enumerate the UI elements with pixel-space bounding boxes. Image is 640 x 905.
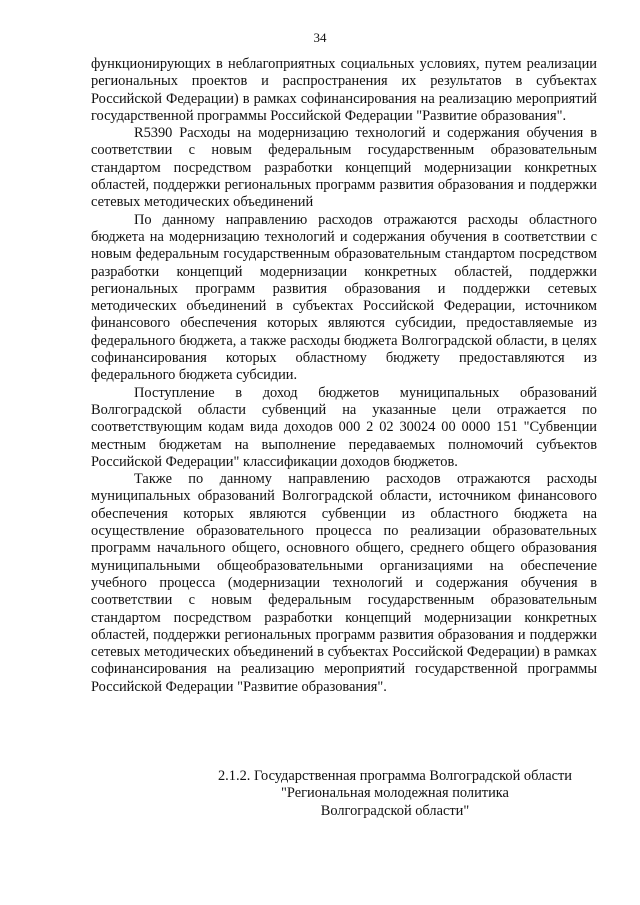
section-heading	[200, 768, 590, 820]
document-body	[91, 56, 597, 696]
paragraph-municipal-expenses: Также по данному направлению расходов отражаются расходы муниципальных образований Волгоградской области, источником финансового обеспечения которых являются субвенции из областного бюджета на осуществление образовательного процесса по реализации образовательных программ начального общего, основного общего, среднего общего образования муниципальными общеобразовательными организациями на обеспечение учебного процесса (модернизации технологий и содержания обучения в соответствии с новым федеральным государственным образовательным стандартом посредством разработки концепций модернизации конкретных областей, поддержки региональных программ развития образования и поддержки сетевых методических объединений в субъектах Российской Федерации) в рамках софинансирования на реализацию мероприятий государственной программы Российской Федерации "Развитие образования".	[91, 471, 597, 695]
paragraph-expenses-description: По данному направлению расходов отражаются расходы областного бюджета на модернизацию технологий и содержания обучения в соответствии с новым федеральным государственным образовательным стандартом посредством разработки концепций модернизации конкретных областей, поддержки региональных программ развития образования и поддержки сетевых методических объединений в субъектах Российской Федерации, источником финансового обеспечения которых являются субсидии, предоставляемые из федерального бюджета, а также расходы бюджета Волгоградской области, в целях софинансирования которых областному бюджету предоставляются из федерального бюджета субсидии.	[91, 211, 597, 384]
section-heading-line: Волгоградской области"	[320, 802, 470, 819]
page-number: 34	[313, 30, 327, 45]
section-heading-line: "Региональная молодежная политика	[281, 785, 509, 802]
paragraph-r5390-heading: R5390 Расходы на модернизацию технологий и содержания обучения в соответствии с новым федеральным государственным образовательным стандартом посредством разработки концепций модернизации конкретных областей, поддержки региональных программ развития образования и поддержки сетевых методических объединений	[91, 125, 597, 211]
section-heading-line: 2.1.2. Государственная программа Волгоградской области	[217, 768, 572, 784]
paragraph-continuation: функционирующих в неблагоприятных социальных условиях, путем реализации региональных проектов и распространения их результатов в субъектах Российской Федерации) в рамках софинансирования на реализацию мероприятий государственной программы Российской Федерации "Развитие образования".	[91, 56, 597, 124]
paragraph-subvention-income: Поступление в доход бюджетов муниципальных образований Волгоградской области субвенций на указанные цели отражается по соответствующим кодам вида доходов 000 2 02 30024 00 0000 151 "Субвенции местным бюджетам на выполнение передаваемых полномочий субъектов Российской Федерации" классификации доходов бюджетов.	[91, 384, 597, 470]
